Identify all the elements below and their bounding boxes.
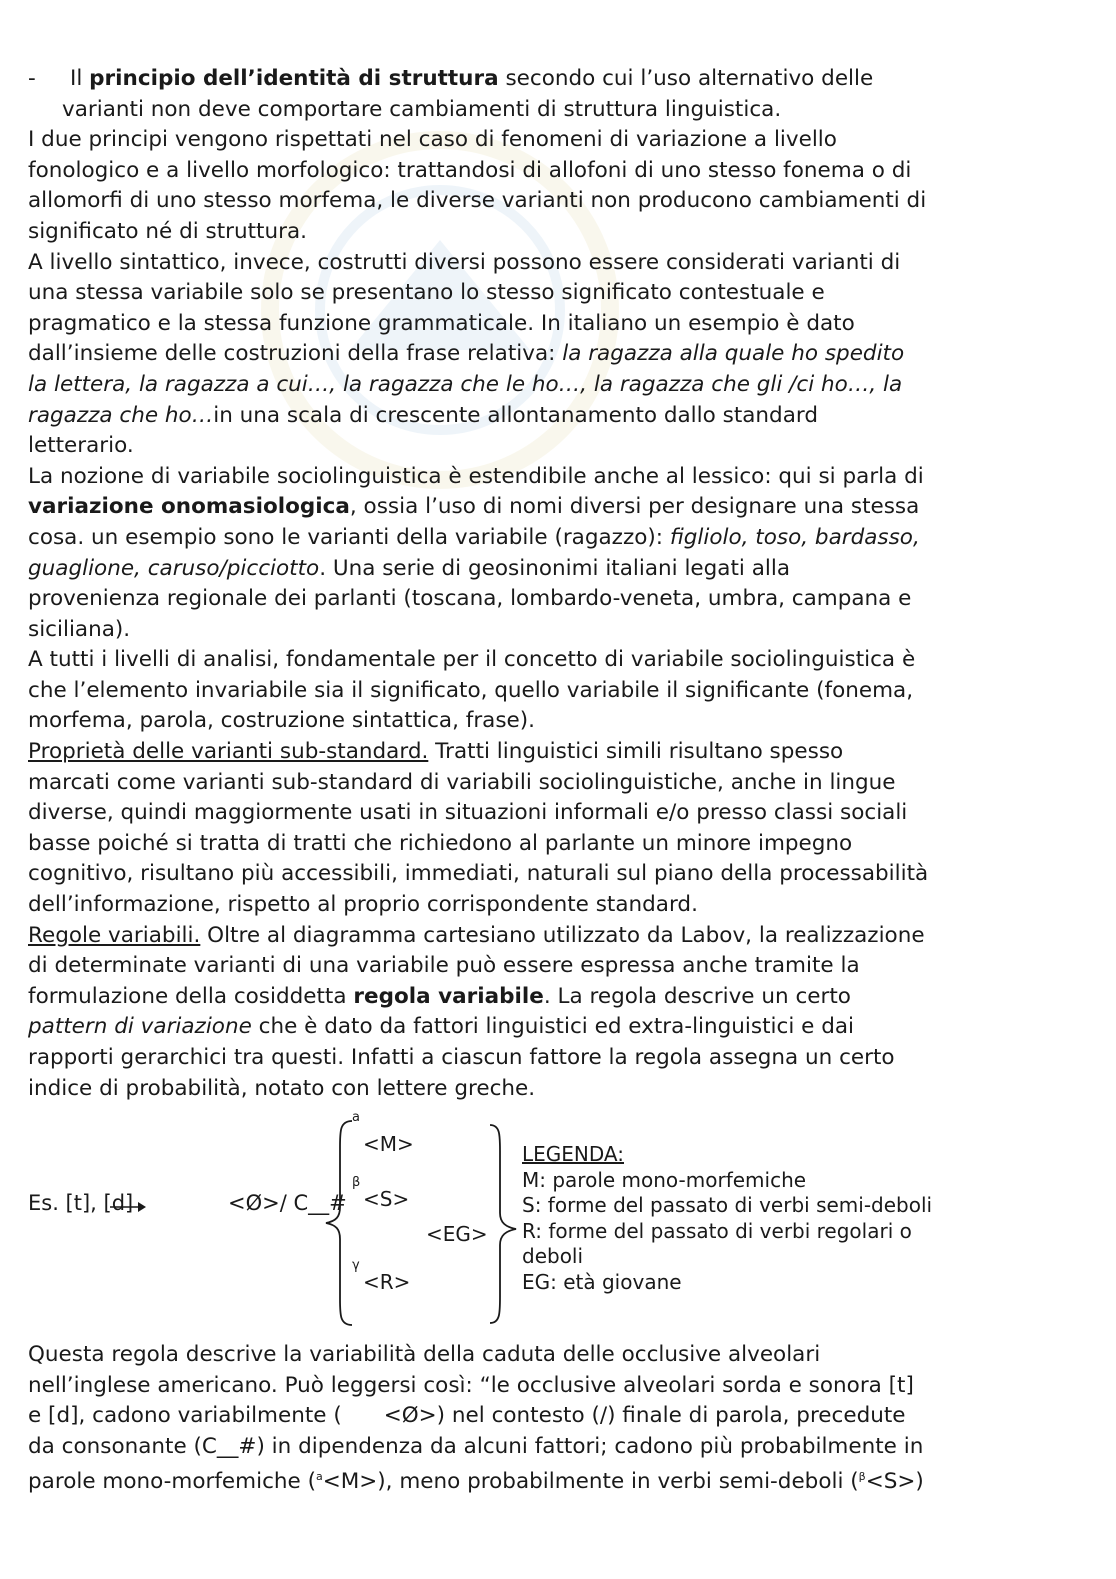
- text-run: dall’insieme delle costruzioni della frase relativa:: [28, 341, 563, 367]
- para6-line: marcati come varianti sub-standard di variabili sociolinguistiche, anche in lingue: [28, 769, 896, 795]
- factor-r: <R>: [363, 1270, 411, 1294]
- italic-example: la lettera, la ragazza a cui…, la ragazza che le ho…, la ragazza che gli /ci ho…, la: [28, 371, 903, 397]
- para8-line: [28, 1462, 1078, 1493]
- legend-title: LEGENDA:: [522, 1142, 624, 1166]
- superscript: a: [315, 1470, 323, 1484]
- para3-line: pragmatico e la stessa funzione grammaticale. In italiano un esempio è dato: [28, 310, 855, 336]
- factor-s: <S>: [363, 1187, 410, 1211]
- right-brace-icon: [484, 1121, 524, 1327]
- example-label: Es. [t], [d]: [28, 1191, 134, 1215]
- bold-term: regola variabile: [353, 983, 544, 1009]
- legend-item: EG: età giovane: [522, 1269, 682, 1294]
- para4-line: [28, 554, 1078, 585]
- bold-term: variazione onomasiologica: [28, 494, 350, 520]
- italic-example: ragazza che ho…: [28, 402, 214, 428]
- legend-item: S: forme del passato di verbi semi-deboli: [522, 1193, 933, 1217]
- factor-eg: <EG>: [426, 1222, 488, 1246]
- para4-line: siciliana).: [28, 616, 131, 642]
- section-heading: Proprietà delle varianti sub-standard.: [28, 739, 429, 765]
- text-run: Il: [70, 66, 90, 91]
- text-run: <Ø>) nel contesto (/) finale di parola, precedute: [383, 1403, 906, 1429]
- zero-context: <Ø>/ C__#: [228, 1191, 347, 1215]
- para6-line: basse poiché si tratta di tratti che richiedono al parlante un minore impegno: [28, 830, 853, 856]
- explanation-text: [28, 1340, 1078, 1493]
- para1-line2: varianti non deve comportare cambiamenti di struttura linguistica.: [62, 96, 782, 122]
- main-text: [28, 64, 1078, 1104]
- para7-line: [28, 921, 1078, 952]
- para7-line: rapporti gerarchici tra questi. Infatti a ciascun fattore la regola assegna un certo: [28, 1045, 895, 1070]
- beta-label: β: [352, 1175, 361, 1190]
- italic-example: figliolo, toso, bardasso,: [669, 524, 920, 550]
- bold-term: principio dell’identità di struttura: [89, 66, 499, 91]
- left-brace-icon: [318, 1117, 361, 1329]
- legend: [522, 1142, 932, 1295]
- section-heading: Regole variabili.: [28, 922, 201, 948]
- para3-line: [28, 339, 1078, 370]
- para3-line: [28, 401, 1078, 432]
- alpha-label: a: [352, 1110, 360, 1125]
- para8-line: Questa regola descrive la variabilità della caduta delle occlusive alveolari: [28, 1342, 821, 1367]
- text-run: . Una serie di geosinonimi italiani legati alla: [319, 555, 791, 581]
- text-run: <M>), meno probabilmente in verbi semi-deboli (: [322, 1469, 859, 1495]
- para2-line: significato né di struttura.: [28, 218, 307, 244]
- text-run: secondo cui l’uso alternativo delle: [498, 66, 874, 91]
- para8-line: [28, 1401, 1078, 1432]
- para3-line: [28, 370, 1078, 401]
- text-run: <S>): [865, 1469, 924, 1495]
- para5-line: che l’elemento invariabile sia il significato, quello variabile il significante (fonema,: [28, 677, 914, 703]
- text-run: formulazione della cosiddetta: [28, 983, 354, 1009]
- legend-item: deboli: [522, 1244, 584, 1268]
- para6-line: [28, 737, 1078, 768]
- arrow-icon: [108, 1197, 150, 1217]
- para7-line: di determinate varianti di una variabile può essere espressa anche tramite la: [28, 953, 860, 979]
- legend-item: R: forme del passato di verbi regolari o: [522, 1218, 912, 1243]
- factor-m: <M>: [363, 1132, 414, 1156]
- para2-line: fonologico e a livello morfologico: trattandosi di allofoni di uno stesso fonema o di: [28, 157, 912, 183]
- text-run: e [d], cadono variabilmente (: [28, 1403, 342, 1429]
- para8-line: da consonante (C__#) in dipendenza da alcuni fattori; cadono più probabilmente in: [28, 1433, 924, 1459]
- variable-rule-formula: [0, 1105, 1116, 1335]
- para5-line: morfema, parola, costruzione sintattica, frase).: [28, 708, 535, 734]
- para7-line: [28, 1012, 1078, 1043]
- para3-line: una stessa variabile solo se presentano lo stesso significato contestuale e: [28, 280, 825, 306]
- text-run: cosa. un esempio sono le varianti della variabile (ragazzo):: [28, 524, 670, 550]
- text-run: parole mono-morfemiche (: [28, 1469, 316, 1495]
- para1-line1: [28, 64, 1078, 95]
- para5-line: A tutti i livelli di analisi, fondamentale per il concetto di variabile sociolinguistica è: [28, 647, 916, 673]
- para6-line: diverse, quindi maggiormente usati in situazioni informali e/o presso classi sociali: [28, 800, 908, 826]
- text-run: Tratti linguistici simili risultano spesso: [428, 739, 844, 765]
- italic-example: la ragazza alla quale ho spedito: [562, 341, 905, 367]
- para8-line: nell’inglese americano. Può leggersi così: “le occlusive alveolari sorda e sonora [t]: [28, 1372, 914, 1398]
- text-run: , ossia l’uso di nomi diversi per designare una stessa: [349, 494, 920, 520]
- para4-line: La nozione di variabile sociolinguistica è estendibile anche al lessico: qui si parla di: [28, 463, 924, 489]
- text-run: che è dato da fattori linguistici ed extra-linguistici e dai: [251, 1014, 854, 1040]
- para6-line: cognitivo, risultano più accessibili, immediati, naturali sul piano della processabilità: [28, 861, 929, 887]
- para3-line: letterario.: [28, 433, 134, 459]
- list-dash: -: [28, 66, 36, 91]
- para4-line: [28, 492, 1078, 523]
- para3-line: A livello sintattico, invece, costrutti diversi possono essere considerati varianti di: [28, 249, 901, 275]
- para4-line: [28, 523, 1078, 554]
- gamma-label: γ: [352, 1258, 360, 1273]
- italic-example: guaglione, caruso/picciotto: [28, 555, 320, 581]
- para7-line: [28, 982, 1078, 1013]
- para2-line: I due principi vengono rispettati nel caso di fenomeni di variazione a livello: [28, 127, 837, 153]
- para4-line: provenienza regionale dei parlanti (toscana, lombardo-veneta, umbra, campana e: [28, 586, 912, 612]
- text-run: in una scala di crescente allontanamento dallo standard: [213, 402, 818, 428]
- para6-line: dell’informazione, rispetto al proprio corrispondente standard.: [28, 892, 698, 918]
- legend-item: M: parole mono-morfemiche: [522, 1167, 807, 1192]
- para2-line: allomorfi di uno stesso morfema, le diverse varianti non producono cambiamenti di: [28, 188, 927, 214]
- italic-term: pattern di variazione: [28, 1014, 252, 1040]
- text-run: . La regola descrive un certo: [543, 983, 851, 1009]
- para7-line: indice di probabilità, notato con lettere greche.: [28, 1075, 536, 1101]
- superscript: β: [858, 1470, 866, 1484]
- text-run: Oltre al diagramma cartesiano utilizzato da Labov, la realizzazione: [200, 922, 925, 948]
